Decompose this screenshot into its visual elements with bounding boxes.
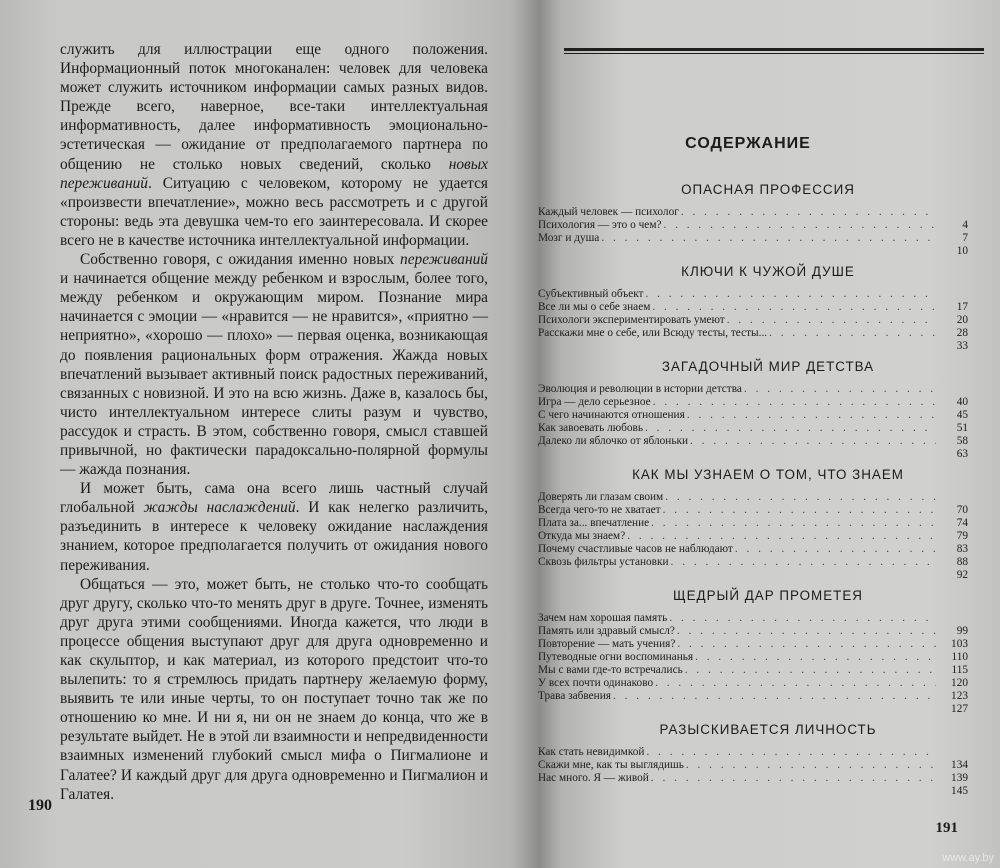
toc-entry — [538, 422, 968, 435]
right-page — [538, 0, 1000, 868]
paragraph-text: Общаться — это, может быть, не столько что-то сообщать друг другу, сколько что-то менять друг в друге. Точнее, изменять друг друга этими сообщениями. Иногда кажется, что люди в процессе общения выступают друг для друга одновременно и как скульптор, и как материал, из которого предстоит что-то вылепить: то я стремлюсь придать партнеру желаемую форму, выявить те или иные черты, то он поступает точно так же по отношению ко мне. И ни я, ни он не знаем до конца, что же в результате выйдет. Не в этой ли взаимности и непредвиденности взаимных изменений глубокий смысл мифа о Пигмалионе и Галатее? И каждый друг для друга одновременно и Пигмалион и Галатея. — [60, 575, 488, 803]
toc-entry — [538, 219, 968, 232]
toc-dot-leader — [646, 746, 936, 758]
toc-dot-leader — [627, 530, 936, 542]
toc-entry-title: Каждый человек — психолог — [538, 206, 679, 218]
toc-entry-title: Доверять ли глазам своим — [538, 491, 664, 503]
page-number-left: 190 — [28, 797, 52, 814]
page-number-right: 191 — [935, 820, 958, 836]
toc-entry-title: Скажи мне, как ты выглядишь — [538, 759, 684, 771]
toc-entry — [538, 383, 968, 396]
toc-section-heading: КАК МЫ УЗНАЕМ О ТОМ, ЧТО ЗНАЕМ — [632, 467, 904, 482]
toc-page-number: 120 — [951, 677, 968, 689]
toc-entry-title: Расскажи мне о себе, или Всюду тесты, тесты... — [538, 327, 768, 339]
paragraph-text: и начинается общение между ребенком и взрослым, более того, между ребенком и окружающим миром. Познание мира начинается с эмоции — «нравится — не нравится», «приятно — неприятно», «хорошо — плохо» — первая оценка, возникающая до появления рациональных форм отражения. Жажда новых впечатлений вызывает активный поиск радостных переживаний, связанных с новизной. И это на всю жизнь. Даже в, казалось бы, чисто интеллектуальном интересе слиты разум и чувство, рассудок и страсть. В этом, собственно говоря, смысл ставшей привычной, но фактически парадоксально-полярной формулы — жажда познания. — [60, 270, 488, 479]
toc-entry-title: Психологи экспериментировать умеют — [538, 314, 725, 326]
table-of-contents — [538, 182, 968, 804]
toc-entry — [538, 435, 968, 448]
toc-page-number: 115 — [951, 664, 968, 676]
toc-dot-leader — [744, 383, 936, 395]
toc-entry-title: Почему счастливые часов не наблюдают — [538, 543, 733, 555]
toc-section — [538, 467, 968, 582]
toc-dot-leader — [653, 396, 936, 408]
toc-page-number: 4 — [962, 219, 968, 231]
toc-dot-leader — [695, 651, 936, 663]
toc-entry-title: Все ли мы о себе знаем — [538, 301, 651, 313]
toc-dot-leader — [727, 314, 936, 326]
toc-entry — [538, 245, 968, 258]
paragraph-text: И может быть, сама она всего лишь частный случай глобальной — [60, 480, 488, 517]
toc-page-number: 63 — [956, 448, 968, 460]
toc-entry — [538, 232, 968, 245]
toc-page-number: 127 — [951, 703, 968, 715]
toc-entry-title: Повторение — мать учения? — [538, 638, 676, 650]
toc-page-number: 139 — [951, 772, 968, 784]
paragraph-text: . Ситуацию с человеком, которому не удается «произвести впечатление», можно весь рассмотреть и с другой стороны: ведь эта девушка чем-то его заинтересовала. И скорее всего не в качестве источника интеллектуальной информации. — [60, 174, 488, 249]
toc-entry — [538, 206, 968, 219]
toc-section — [538, 588, 968, 716]
body-text — [60, 40, 488, 804]
toc-page-number: 103 — [951, 638, 968, 650]
toc-dot-leader — [681, 206, 936, 218]
toc-entry-title: Эволюция и революции в истории детства — [538, 383, 742, 395]
toc-entry — [538, 543, 968, 556]
paragraph — [60, 250, 488, 479]
toc-entry-title: Игра — дело серьезное — [538, 396, 651, 408]
toc-entry-title: Путеводные огни воспоминанья — [538, 651, 694, 663]
emphasis-text: новых переживаний — [60, 155, 488, 192]
toc-page-number: 88 — [956, 556, 968, 568]
toc-dot-leader — [651, 772, 936, 784]
toc-entry-title: Психология — это о чем? — [538, 219, 662, 231]
toc-entry — [538, 759, 968, 772]
toc-entry — [538, 504, 968, 517]
toc-dot-leader — [690, 435, 936, 447]
toc-dot-leader — [677, 625, 936, 637]
toc-entry-title: Плата за... впечатление — [538, 517, 650, 529]
toc-entry — [538, 314, 968, 327]
toc-entry-title: Нас много. Я — живой — [538, 772, 649, 784]
watermark: www.ay.by — [942, 852, 994, 864]
top-rule — [564, 48, 984, 54]
paragraph — [60, 40, 488, 250]
toc-entry-title: Всегда чего-то не хватает — [538, 504, 661, 516]
toc-entry — [538, 638, 968, 651]
toc-dot-leader — [655, 677, 936, 689]
toc-entry-title: Мозг и душа — [538, 232, 600, 244]
toc-entry — [538, 409, 968, 422]
toc-entry-title: Субъективный объект — [538, 288, 644, 300]
toc-entry-title: Далеко ли яблочко от яблоньки — [538, 435, 689, 447]
toc-page-number: 58 — [956, 435, 968, 447]
toc-dot-leader — [645, 422, 936, 434]
toc-dot-leader — [669, 612, 936, 624]
toc-page-number: 79 — [956, 530, 968, 542]
toc-page-number: 51 — [956, 422, 968, 434]
toc-title: СОДЕРЖАНИЕ — [685, 135, 811, 152]
toc-entry — [538, 746, 968, 759]
toc-page-number: 7 — [962, 232, 968, 244]
toc-entry — [538, 690, 968, 703]
toc-dot-leader — [687, 409, 936, 421]
toc-dot-leader — [769, 327, 936, 339]
toc-dot-leader — [686, 759, 936, 771]
toc-entry — [538, 301, 968, 314]
toc-entry-title: Как завоевать любовь — [538, 422, 644, 434]
toc-entry — [538, 530, 968, 543]
toc-page-number: 10 — [956, 245, 968, 257]
toc-page-number: 40 — [956, 396, 968, 408]
toc-page-number: 33 — [956, 340, 968, 352]
toc-page-number: 45 — [956, 409, 968, 421]
toc-dot-leader — [652, 301, 936, 313]
toc-page-number: 70 — [956, 504, 968, 516]
toc-entry-title: Как стать невидимкой — [538, 746, 645, 758]
toc-entry — [538, 612, 968, 625]
toc-entry — [538, 703, 968, 716]
toc-entry — [538, 785, 968, 798]
toc-entry — [538, 288, 968, 301]
toc-dot-leader — [663, 219, 936, 231]
toc-entry — [538, 517, 968, 530]
toc-entry-title: Сквозь фильтры установки — [538, 556, 669, 568]
toc-dot-leader — [651, 517, 936, 529]
paragraph — [60, 575, 488, 804]
toc-entry — [538, 448, 968, 461]
toc-entry-title: Трава забвения — [538, 690, 611, 702]
toc-dot-leader — [735, 543, 936, 555]
emphasis-text: жажды наслаждений — [143, 499, 296, 517]
toc-dot-leader — [601, 232, 936, 244]
toc-entry-title: Откуда мы знаем? — [538, 530, 626, 542]
paragraph-text: Собственно говоря, с ожидания именно новых — [80, 251, 401, 269]
toc-entry-title: С чего начинаются отношения — [538, 409, 685, 421]
toc-page-number: 92 — [956, 569, 968, 581]
toc-entry — [538, 772, 968, 785]
toc-entry — [538, 396, 968, 409]
toc-section-heading: ЗАГАДОЧНЫЙ МИР ДЕТСТВА — [661, 359, 875, 374]
toc-dot-leader — [645, 288, 936, 300]
toc-entry — [538, 569, 968, 582]
toc-entry — [538, 625, 968, 638]
toc-entry-title: Зачем нам хорошая память — [538, 612, 668, 624]
toc-section — [538, 182, 968, 258]
toc-page-number: 28 — [956, 327, 968, 339]
toc-section — [538, 359, 968, 461]
toc-entry — [538, 556, 968, 569]
toc-dot-leader — [685, 664, 936, 676]
toc-dot-leader — [665, 491, 936, 503]
toc-entry — [538, 491, 968, 504]
toc-page-number: 74 — [956, 517, 968, 529]
toc-entry-title: У всех почти одинаково — [538, 677, 654, 689]
toc-page-number: 99 — [956, 625, 968, 637]
toc-entry — [538, 327, 968, 340]
toc-page-number: 145 — [951, 785, 968, 797]
toc-dot-leader — [671, 556, 936, 568]
paragraph-text: служить для иллюстрации еще одного положения. Информационный поток многоканален: человек для человека может служить источником информации самых разных видов. Прежде всего, наверное, все-таки интеллектуальная информативность, далее информативность эмоционально-эстетическая — ожидание от предполагаемого партнера по общению не столько новых сведений, сколько — [60, 41, 488, 173]
toc-entry-title: Мы с вами где-то встречались — [538, 664, 683, 676]
toc-page-number: 110 — [951, 651, 968, 663]
toc-section — [538, 264, 968, 353]
paragraph — [60, 479, 488, 574]
toc-section-heading: ЩЕДРЫЙ ДАР ПРОМЕТЕЯ — [673, 588, 863, 603]
toc-entry — [538, 340, 968, 353]
toc-section-heading: КЛЮЧИ К ЧУЖОЙ ДУШЕ — [681, 264, 855, 279]
toc-page-number: 17 — [956, 301, 968, 313]
paragraph-text: . И как нелегко различить, разъединить в интересе к человеку ожидание наслаждения знанием, которое предполагается получить от ожидания нового переживания. — [60, 499, 488, 574]
toc-dot-leader — [663, 504, 936, 516]
toc-entry — [538, 651, 968, 664]
toc-dot-leader — [677, 638, 936, 650]
toc-page-number: 83 — [956, 543, 968, 555]
toc-section — [538, 722, 968, 798]
toc-dot-leader — [613, 690, 936, 702]
toc-section-heading: РАЗЫСКИВАЕТСЯ ЛИЧНОСТЬ — [659, 722, 877, 737]
toc-entry — [538, 664, 968, 677]
toc-page-number: 123 — [951, 690, 968, 702]
toc-entry-title: Память или здравый смысл? — [538, 625, 675, 637]
toc-page-number: 20 — [956, 314, 968, 326]
emphasis-text: переживаний — [400, 251, 488, 269]
toc-entry — [538, 677, 968, 690]
toc-page-number: 134 — [951, 759, 968, 771]
toc-section-heading: ОПАСНАЯ ПРОФЕССИЯ — [681, 182, 855, 197]
